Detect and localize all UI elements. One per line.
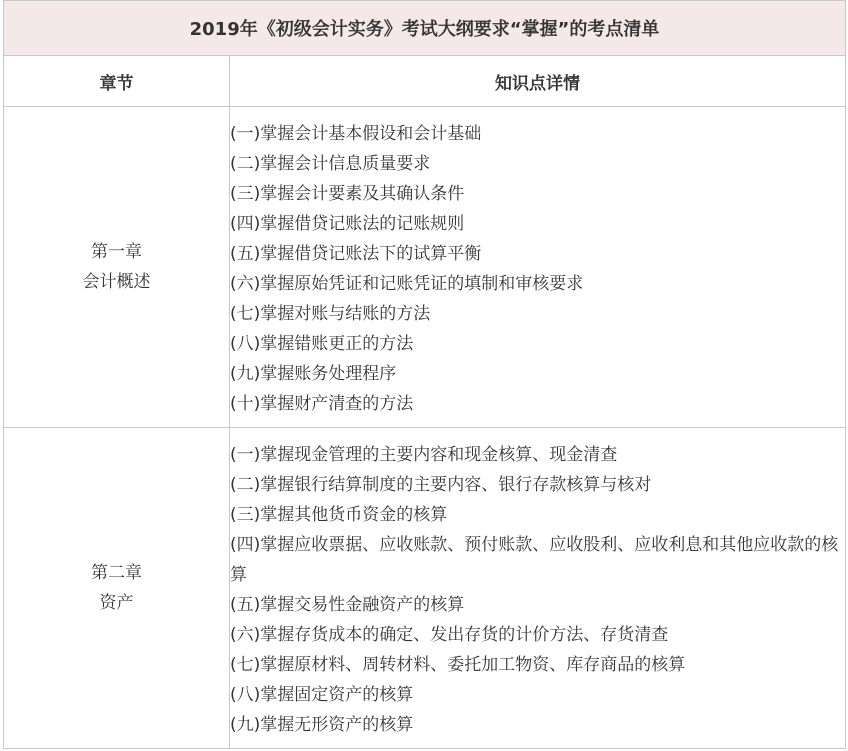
- table-row: [4, 107, 846, 428]
- list-item: (九)掌握无形资产的核算: [230, 715, 414, 735]
- column-header-details: 知识点详情: [230, 56, 846, 107]
- items-cell: [230, 428, 846, 749]
- list-item: (三)掌握其他货币资金的核算: [230, 505, 448, 525]
- list-item: (三)掌握会计要素及其确认条件: [230, 184, 465, 204]
- header-row: [4, 56, 846, 107]
- chapter-cell: [4, 428, 230, 749]
- chapter-number: 第一章: [91, 242, 142, 262]
- column-header-chapter: 章节: [4, 56, 230, 107]
- list-item: (十)掌握财产清查的方法: [230, 394, 414, 414]
- title-row: [4, 1, 846, 56]
- list-item: (六)掌握存货成本的确定、发出存货的计价方法、存货清查: [230, 625, 669, 645]
- list-item: (四)掌握借贷记账法的记账规则: [230, 214, 465, 234]
- list-item: (五)掌握借贷记账法下的试算平衡: [230, 244, 482, 264]
- list-item: (四)掌握应收票据、应收账款、预付账款、应收股利、应收利息和其他应收款的核算: [230, 535, 839, 585]
- list-item: (八)掌握错账更正的方法: [230, 334, 414, 354]
- list-item: (一)掌握现金管理的主要内容和现金核算、现金清查: [230, 445, 618, 465]
- chapter-number: 第二章: [91, 563, 142, 583]
- list-item: (七)掌握对账与结账的方法: [230, 304, 431, 324]
- syllabus-table: [3, 0, 846, 749]
- list-item: (八)掌握固定资产的核算: [230, 685, 414, 705]
- list-item: (九)掌握账务处理程序: [230, 364, 397, 384]
- list-item: (二)掌握会计信息质量要求: [230, 154, 431, 174]
- list-item: (五)掌握交易性金融资产的核算: [230, 595, 465, 615]
- list-item: (六)掌握原始凭证和记账凭证的填制和审核要求: [230, 274, 584, 294]
- list-item: (一)掌握会计基本假设和会计基础: [230, 124, 482, 144]
- list-item: (七)掌握原材料、周转材料、委托加工物资、库存商品的核算: [230, 655, 686, 675]
- table-title: 2019年《初级会计实务》考试大纲要求“掌握”的考点清单: [4, 1, 846, 56]
- chapter-cell: [4, 107, 230, 428]
- chapter-name: 会计概述: [82, 272, 151, 292]
- table-row: [4, 428, 846, 749]
- items-cell: [230, 107, 846, 428]
- chapter-name: 资产: [99, 593, 134, 613]
- list-item: (二)掌握银行结算制度的主要内容、银行存款核算与核对: [230, 475, 652, 495]
